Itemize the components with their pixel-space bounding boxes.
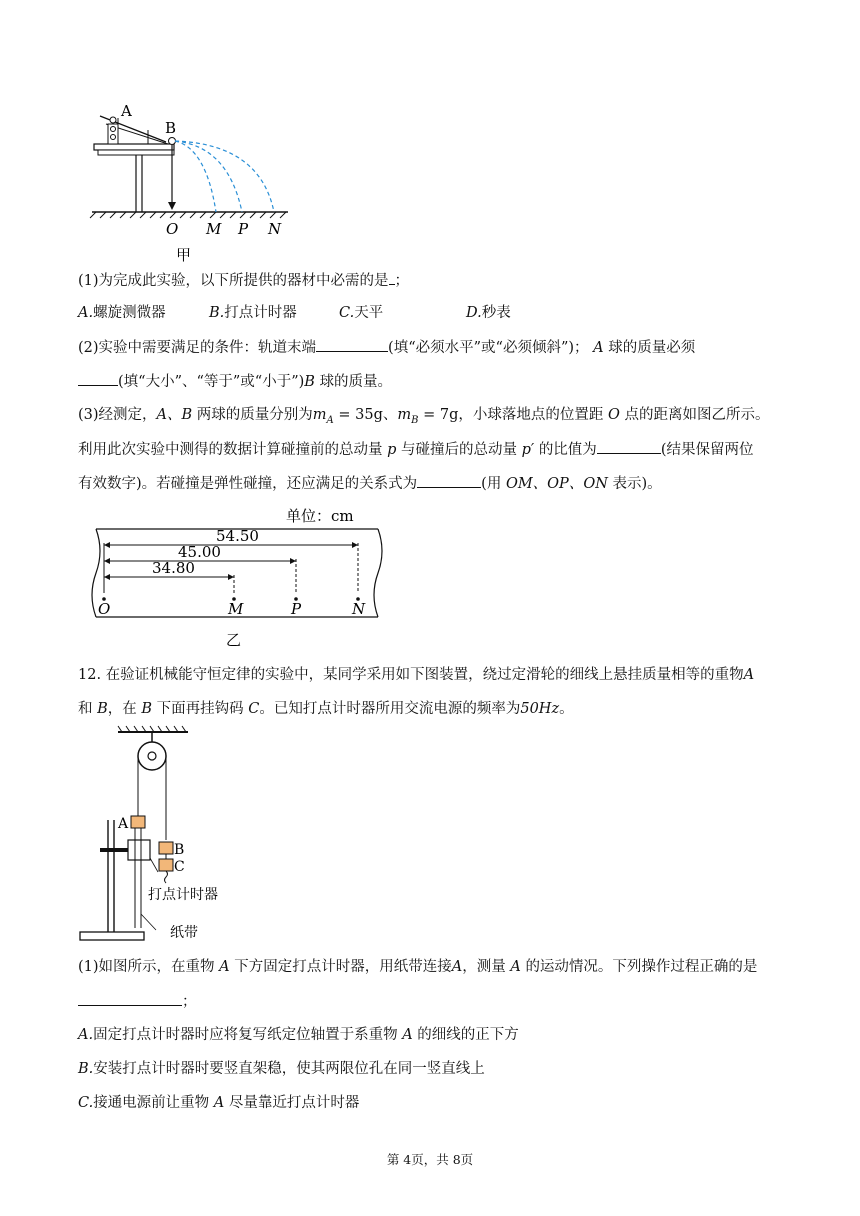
- fig-yi-unit: 单位：cm: [286, 507, 354, 525]
- q11-p3-line1: (3)经测定，A、B 两球的质量分别为$m_A = 35g$、$m_B = 7g$，小球落地点的位置距 O 点的距离如图乙所示。: [78, 407, 770, 426]
- q12-option-a[interactable]: A.固定打点计时器时应将复写纸定位轴置于系重物 A 的细线的正下方: [78, 1027, 519, 1043]
- q12-stem-line2: 和 B，在 B 下面再挂钩码 C。已知打点计时器所用交流电源的频率为50Hz。: [78, 701, 574, 717]
- q11-p3-blank2[interactable]: [417, 473, 481, 488]
- q11-p3-line3: 有效数字)。若碰撞是弹性碰撞，还应满足的关系式为 (用 OM、OP、ON 表示)。: [78, 473, 662, 494]
- fig-yi-label-o: O: [98, 600, 111, 618]
- q11-option-a[interactable]: A.螺旋测微器: [78, 305, 166, 321]
- q12-p1-line2: ；: [78, 991, 197, 1012]
- q11-p2-blank2[interactable]: [78, 371, 118, 386]
- q11-p1-stem: (1)为完成此实验，以下所提供的器材中必需的是 ；: [78, 270, 409, 291]
- q11-p2-blank1[interactable]: [316, 337, 388, 352]
- fig-jia-label-b: B: [165, 119, 177, 137]
- fig-jia-label-o: O: [166, 220, 179, 238]
- page-footer: 第 4页，共 8页: [386, 1152, 474, 1167]
- q12-p1-blank[interactable]: [78, 991, 182, 1006]
- q12-fig-label-a: A: [118, 816, 129, 832]
- fig-yi-label-p: P: [291, 600, 302, 618]
- q12-fig-label-c: C: [174, 859, 185, 875]
- q11-option-d[interactable]: D.秒表: [466, 305, 511, 321]
- fig-yi-label-n: N: [352, 600, 366, 618]
- q11-p2-line2: (填“大小”、“等于”或“小于”)B 球的质量。: [78, 371, 392, 392]
- fig-jia-caption: 甲: [176, 246, 192, 264]
- q11-option-b[interactable]: B.打点计时器: [209, 305, 297, 321]
- q11-p3-blank1[interactable]: [597, 439, 661, 454]
- fig-jia-label-n: N: [268, 220, 282, 238]
- fig-yi-dist-m: 34.80: [152, 559, 195, 577]
- q11-p3-line2: 利用此次实验中测得的数据计算碰撞前的总动量 p 与碰撞后的总动量 p′ 的比值为 (结果保留两位: [78, 439, 753, 460]
- q12-stem-line1: 12. 在验证机械能守恒定律的实验中，某同学采用如下图装置，绕过定滑轮的细线上悬挂质量相等的重物A: [78, 667, 755, 683]
- fig-jia-label-p: P: [238, 220, 249, 238]
- fig-yi-dist-p: 45.00: [178, 543, 221, 561]
- q12-fig-timer-label: 打点计时器: [148, 887, 218, 903]
- fig-yi-dist-n: 54.50: [216, 527, 259, 545]
- q12-fig-label-b: B: [174, 842, 185, 858]
- q12-option-b[interactable]: B.安装打点计时器时要竖直架稳，使其两限位孔在同一竖直线上: [78, 1061, 485, 1077]
- figure-jia: [88, 100, 298, 270]
- fig-jia-label-a: A: [121, 102, 132, 120]
- q12-fig-tape-label: 纸带: [170, 925, 198, 941]
- q12-p1-line1: (1)如图所示，在重物 A 下方固定打点计时器，用纸带连接A，测量 A 的运动情况。下列操作过程正确的是: [78, 959, 758, 975]
- q11-p2-line1: (2)实验中需要满足的条件：轨道末端 (填“必须水平”或“必须倾斜”)； A 球的质量必须: [78, 337, 695, 358]
- figure-q12-apparatus: [74, 724, 274, 946]
- q11-option-c[interactable]: C.天平: [339, 305, 384, 321]
- fig-jia-label-m: M: [206, 220, 222, 238]
- fig-yi-label-m: M: [228, 600, 244, 618]
- figure-yi: [86, 503, 396, 653]
- fig-yi-caption: 乙: [226, 631, 242, 649]
- q12-option-c[interactable]: C.接通电源前让重物 A 尽量靠近打点计时器: [78, 1095, 360, 1111]
